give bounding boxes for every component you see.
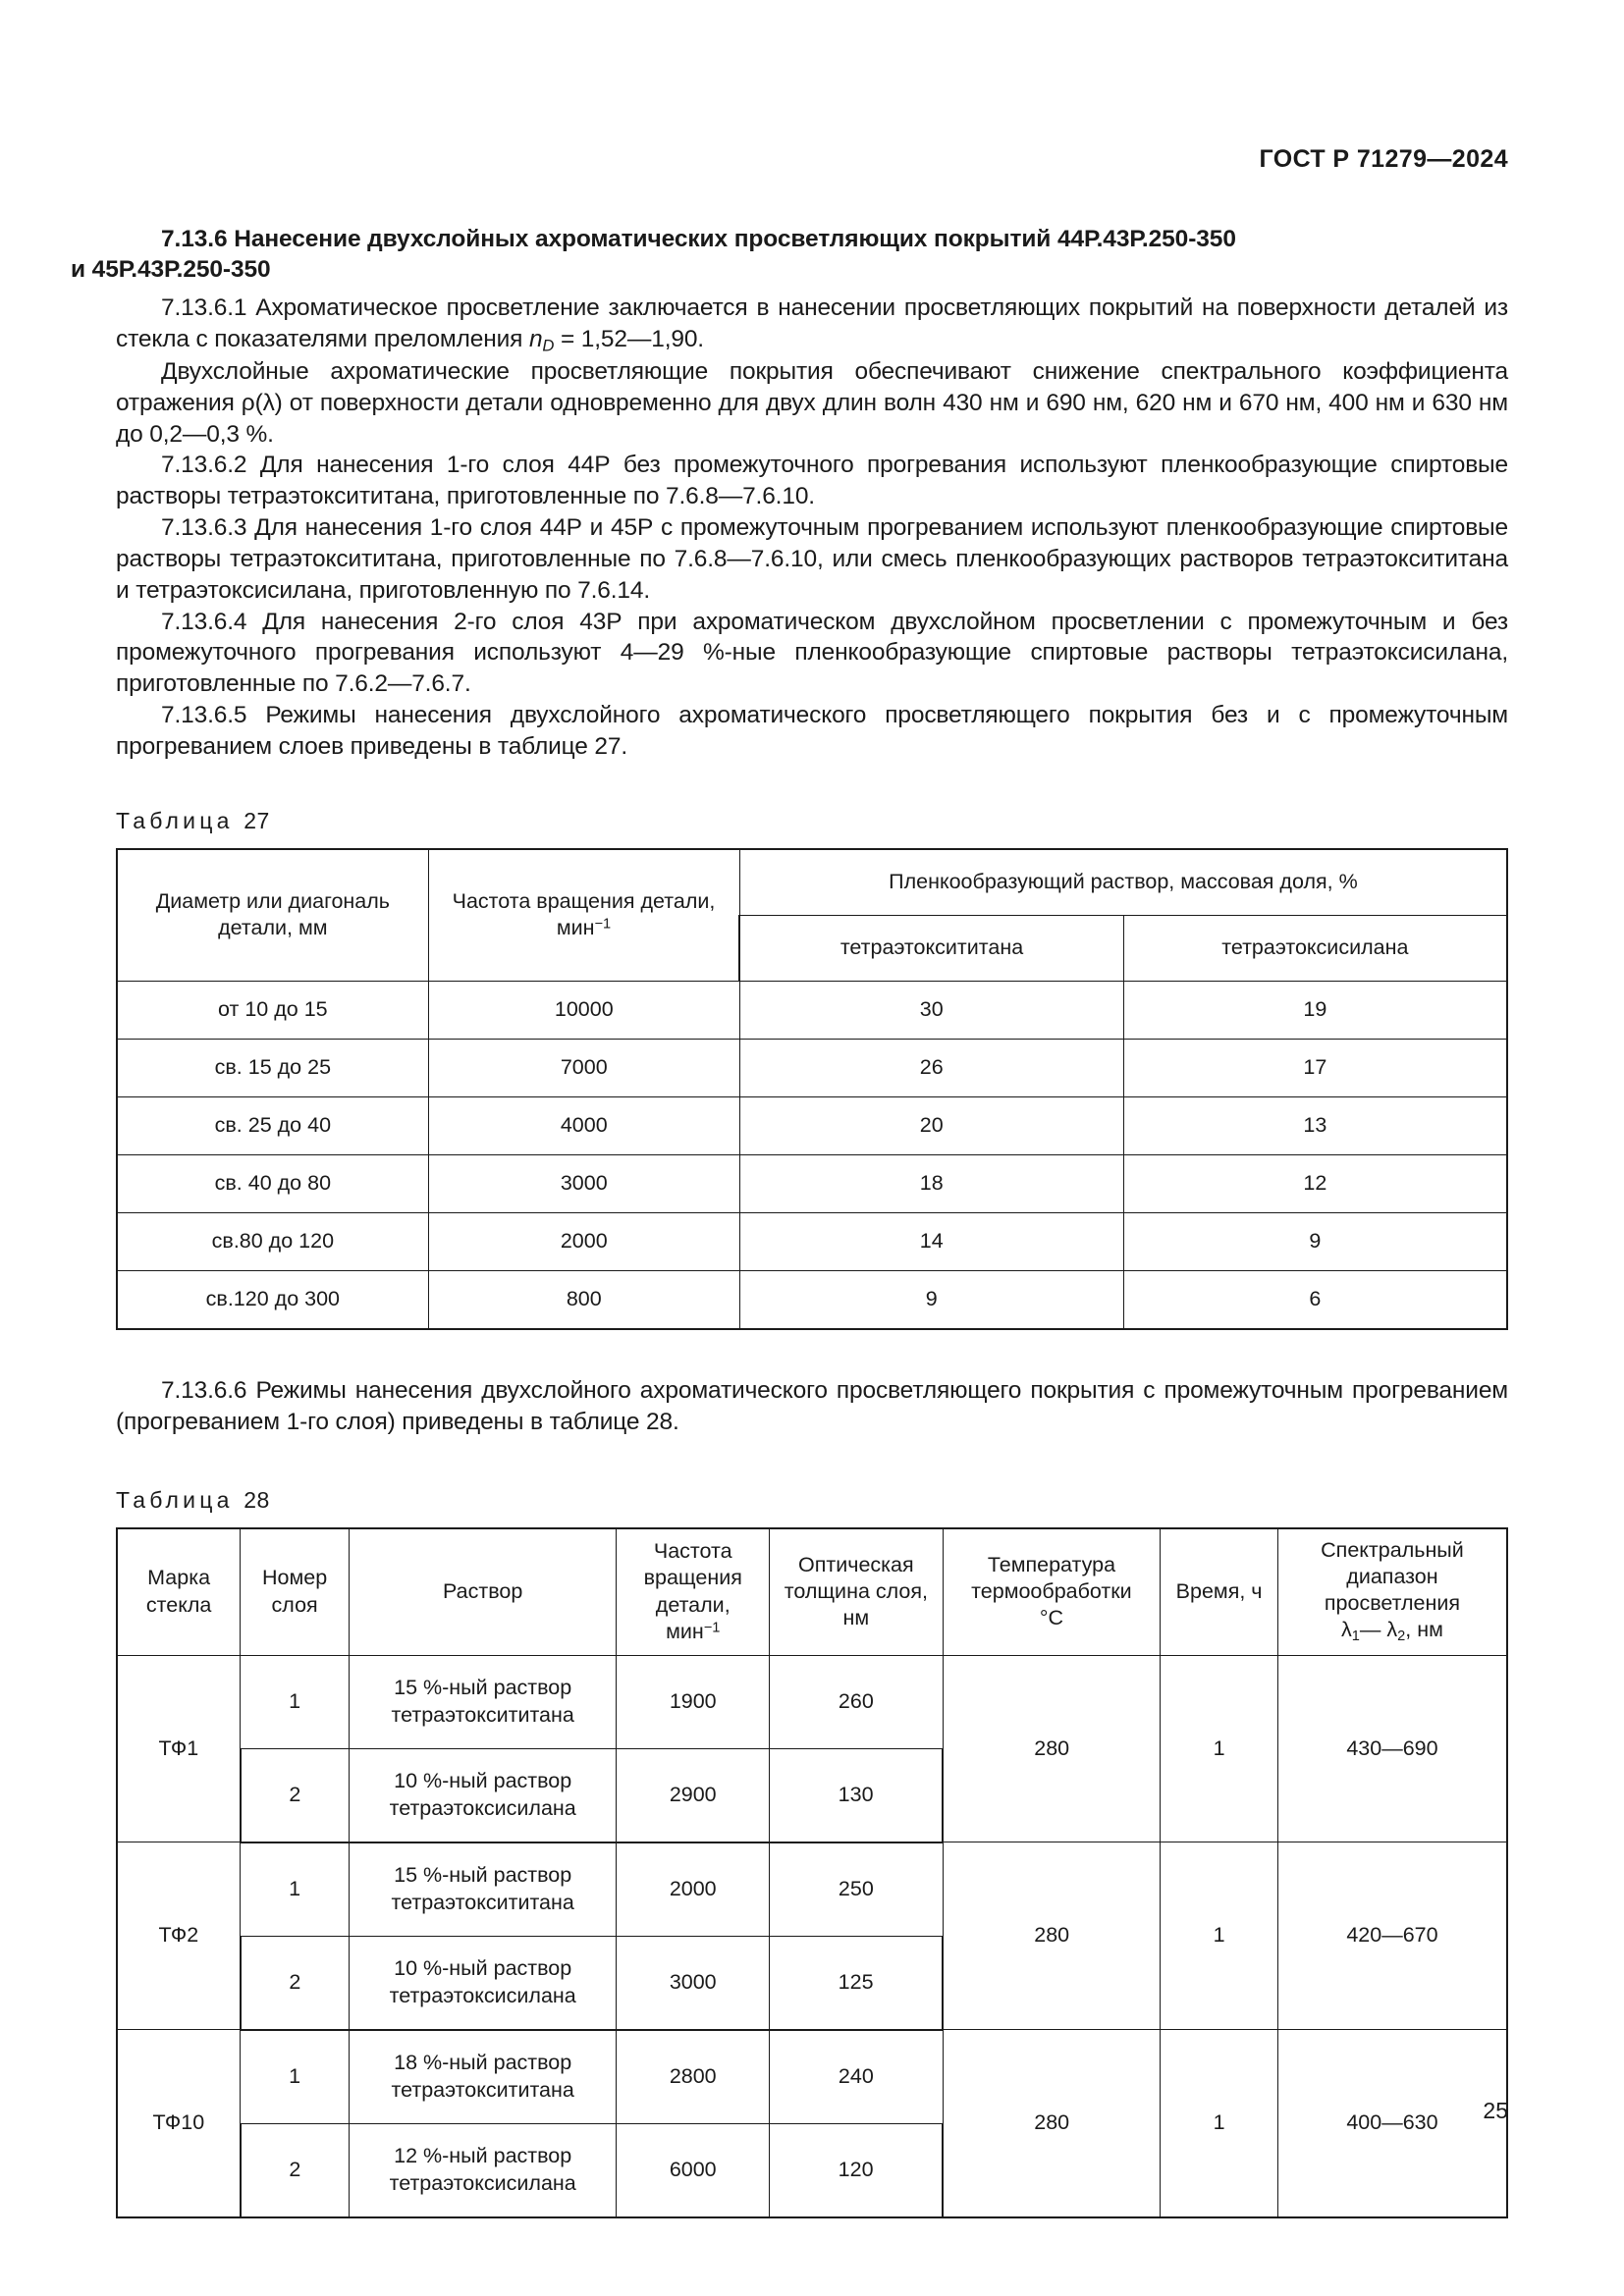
table-28-cell-thickness: 120 <box>770 2123 944 2217</box>
table-28-cell-rpm: 2900 <box>617 1748 770 1842</box>
table-27-cell-silan: 19 <box>1123 981 1507 1039</box>
table-27-header-rpm <box>428 849 739 982</box>
table-28-cell-thickness: 250 <box>770 1842 944 1937</box>
table-28-header-spectral-range <box>1277 1528 1507 1656</box>
table-27-header-diameter: Диаметр или диагональ детали, мм <box>117 849 428 982</box>
table-28-header-thickness: Оптическая толщина слоя, нм <box>770 1528 944 1656</box>
table-28-cell-temperature: 280 <box>943 1842 1161 2030</box>
table-28-caption-number: 28 <box>244 1486 270 1513</box>
table-28-cell-time: 1 <box>1161 1655 1278 1842</box>
table-27-header-row-1 <box>117 849 1507 916</box>
table-27-cell-titan: 30 <box>739 981 1123 1039</box>
table-28-cell-spectral-range: 430—690 <box>1277 1655 1507 1842</box>
table-28-cell-rpm: 2800 <box>617 2030 770 2124</box>
table-row <box>117 2030 1507 2124</box>
table-row <box>117 981 1507 1039</box>
refractive-index-symbol: n <box>528 325 543 352</box>
table-27-header-group-solution: Пленкообразующий раствор, массовая доля, % <box>739 849 1507 916</box>
refractive-index-range: = 1,52—1,90. <box>554 325 704 352</box>
table-28-header-brand: Марка стекла <box>117 1528 241 1656</box>
table-28-cell-solution: 15 %-ный раствор тетраэтоксититана <box>349 1655 616 1748</box>
table-27-header-rpm-exponent: −1 <box>594 916 612 933</box>
table-28-header-spectral-unit: , нм <box>1405 1618 1443 1642</box>
table-28-cell-thickness: 240 <box>770 2030 944 2124</box>
table-27-cell-diameter: св. 15 до 25 <box>117 1039 428 1096</box>
table-27-cell-diameter: св. 25 до 40 <box>117 1096 428 1154</box>
table-28-header-rpm-unit: мин <box>666 1619 704 1643</box>
table-28-cell-thickness: 260 <box>770 1655 944 1748</box>
table-28-cell-brand: ТФ1 <box>117 1655 241 1842</box>
table-28-cell-layer-number: 2 <box>241 1748 350 1842</box>
table-27-caption <box>116 808 1508 834</box>
table-row <box>117 1270 1507 1329</box>
section-heading <box>71 224 1508 286</box>
table-27-caption-number: 27 <box>244 807 270 833</box>
table-28-cell-solution: 10 %-ный раствор тетраэтоксисилана <box>349 1936 616 2030</box>
table-27-header-tetraethoxytitanium: тетраэтоксититана <box>739 915 1123 981</box>
table-27-cell-silan: 17 <box>1123 1039 1507 1096</box>
table-28-cell-layer-number: 2 <box>241 1936 350 2030</box>
table-28 <box>116 1527 1508 2218</box>
paragraph-7-13-6-6: 7.13.6.6 Режимы нанесения двухслойного ахроматического просветляющего покрытия с промежуточным прогреванием (прогреванием 1-го слоя) приведены в таблице 28. <box>116 1376 1508 1435</box>
table-row <box>117 1039 1507 1096</box>
table-28-cell-rpm: 3000 <box>617 1936 770 2030</box>
table-28-cell-rpm: 2000 <box>617 1842 770 1937</box>
table-28-cell-solution: 18 %-ный раствор тетраэтоксититана <box>349 2030 616 2124</box>
table-28-cell-layer-number: 1 <box>241 1655 350 1748</box>
table-27-cell-diameter: от 10 до 15 <box>117 981 428 1039</box>
table-28-cell-layer-number: 1 <box>241 2030 350 2124</box>
table-28-header-layer-number: Номер слоя <box>241 1528 350 1656</box>
table-27 <box>116 848 1508 1330</box>
table-28-header-lambda2-sub: 2 <box>1397 1629 1406 1645</box>
table-row <box>117 1655 1507 1748</box>
table-27-cell-rpm: 800 <box>428 1270 739 1329</box>
table-27-cell-rpm: 2000 <box>428 1212 739 1270</box>
paragraph-7-13-6-2: 7.13.6.2 Для нанесения 1-го слоя 44Р без промежуточного прогревания используют пленкообразующие спиртовые растворы тетраэтоксититана, приготовленные по 7.6.8—7.6.10. <box>116 452 1508 510</box>
document-header-standard-id: ГОСТ Р 71279—2024 <box>1259 145 1508 173</box>
table-27-header-rpm-unit: мин <box>556 916 595 940</box>
paragraph-7-13-6-5: 7.13.6.5 Режимы нанесения двухслойного ахроматического просветляющего покрытия без и с промежуточным прогреванием слоев приведены в таблице 27. <box>116 702 1508 760</box>
table-28-cell-time: 1 <box>1161 2030 1278 2217</box>
table-28-cell-rpm: 6000 <box>617 2123 770 2217</box>
table-28-caption-word: Таблица <box>116 1486 234 1513</box>
table-28-header-rpm <box>617 1528 770 1656</box>
table-28-header-lambda1-sub: 1 <box>1351 1629 1360 1645</box>
refractive-index-subscript: D <box>542 336 555 355</box>
paragraph-7-13-6-1-text: 7.13.6.1 Ахроматическое просветление заключается в нанесении просветляющих покрытий на поверхности деталей из стекла с показателями преломления <box>116 294 1508 352</box>
table-28-caption <box>116 1487 1508 1514</box>
table-28-cell-solution: 15 %-ный раствор тетраэтоксититана <box>349 1842 616 1937</box>
table-27-cell-silan: 6 <box>1123 1270 1507 1329</box>
table-27-cell-titan: 26 <box>739 1039 1123 1096</box>
table-27-caption-word: Таблица <box>116 807 234 833</box>
table-28-header-spectral-dash: — <box>1359 1618 1381 1642</box>
page-number: 25 <box>1483 2098 1508 2123</box>
table-28-cell-thickness: 130 <box>770 1748 944 1842</box>
table-28-cell-spectral-range: 420—670 <box>1277 1842 1507 2030</box>
table-28-cell-thickness: 125 <box>770 1936 944 2030</box>
table-28-header-row <box>117 1528 1507 1656</box>
table-27-cell-diameter: св. 40 до 80 <box>117 1154 428 1212</box>
table-row <box>117 1154 1507 1212</box>
table-28-cell-time: 1 <box>1161 1842 1278 2030</box>
table-27-cell-silan: 9 <box>1123 1212 1507 1270</box>
page-content <box>71 224 1508 2218</box>
table-28-header-solution: Раствор <box>349 1528 616 1656</box>
table-27-cell-silan: 12 <box>1123 1154 1507 1212</box>
paragraph-two-layer-coatings-text-a: Двухслойные ахроматические просветляющие покрытия обеспечивают снижение спектрального коэффициента отражения <box>116 357 1508 416</box>
table-27-cell-diameter: св.80 до 120 <box>117 1212 428 1270</box>
paragraph-7-13-6-4: 7.13.6.4 Для нанесения 2-го слоя 43Р при ахроматическом двухслойном просветлении с промежуточным и без промежуточного прогревания используют 4—29 %-ные пленкообразующие спиртовые растворы тетраэтоксисилана, приготовленные по 7.6.2—7.6.7. <box>116 608 1508 698</box>
table-28-header-lambda1: λ <box>1341 1618 1352 1642</box>
table-28-header-rpm-text: Частота вращения детали, <box>643 1539 742 1617</box>
table-27-cell-titan: 18 <box>739 1154 1123 1212</box>
section-heading-line2: и 45Р.43Р.250-350 <box>71 256 271 284</box>
table-27-cell-titan: 9 <box>739 1270 1123 1329</box>
table-28-header-temperature-unit: °C <box>1039 1606 1063 1630</box>
table-28-cell-layer-number: 2 <box>241 2123 350 2217</box>
table-28-cell-brand: ТФ2 <box>117 1842 241 2030</box>
table-28-cell-temperature: 280 <box>943 2030 1161 2217</box>
table-27-header-tetraethoxysilane: тетраэтоксисилана <box>1123 915 1507 981</box>
table-28-header-temperature-text: Температура термообработки <box>971 1552 1132 1603</box>
table-row <box>117 1096 1507 1154</box>
table-27-cell-rpm: 4000 <box>428 1096 739 1154</box>
table-row <box>117 1212 1507 1270</box>
table-28-header-time: Время, ч <box>1161 1528 1278 1656</box>
table-28-cell-brand: ТФ10 <box>117 2030 241 2217</box>
table-27-cell-titan: 20 <box>739 1096 1123 1154</box>
section-heading-line1: 7.13.6 Нанесение двухслойных ахроматических просветляющих покрытий 44Р.43Р.250-350 <box>161 226 1236 252</box>
table-28-cell-temperature: 280 <box>943 1655 1161 1842</box>
table-27-cell-silan: 13 <box>1123 1096 1507 1154</box>
table-28-header-temperature <box>943 1528 1161 1656</box>
table-28-header-lambda2: λ <box>1386 1618 1398 1642</box>
table-28-header-rpm-exponent: −1 <box>703 1620 721 1636</box>
paragraph-two-layer-coatings <box>116 356 1508 451</box>
table-28-cell-solution: 10 %-ный раствор тетраэтоксисилана <box>349 1748 616 1842</box>
table-28-cell-spectral-range: 400—630 <box>1277 2030 1507 2217</box>
table-27-cell-diameter: св.120 до 300 <box>117 1270 428 1329</box>
table-27-header-rpm-text: Частота вращения детали, <box>452 889 716 914</box>
paragraph-two-layer-coatings-text-b: от поверхности детали одновременно для двух длин волн 430 нм и 690 нм, 620 нм и 670 нм, 400 нм и 630 нм до 0,2—0,3 %. <box>116 389 1508 448</box>
table-27-cell-rpm: 10000 <box>428 981 739 1039</box>
reflection-coefficient-symbol: ρ(λ) <box>241 389 283 416</box>
paragraph-7-13-6-1 <box>116 293 1508 356</box>
table-28-cell-layer-number: 1 <box>241 1842 350 1937</box>
table-27-cell-rpm: 3000 <box>428 1154 739 1212</box>
table-27-cell-rpm: 7000 <box>428 1039 739 1096</box>
table-27-cell-titan: 14 <box>739 1212 1123 1270</box>
paragraph-7-13-6-3: 7.13.6.3 Для нанесения 1-го слоя 44Р и 45Р с промежуточным прогреванием используют пленкообразующие спиртовые растворы тетраэтоксититана, приготовленные по 7.6.8—7.6.10, или смесь пленкообразующих растворов тетраэтоксититана и тетраэтоксисилана, приготовленную по 7.6.14. <box>116 514 1508 604</box>
table-28-header-spectral-text: Спектральный диапазон просветления <box>1321 1538 1464 1616</box>
table-row <box>117 1842 1507 1937</box>
table-28-cell-solution: 12 %-ный раствор тетраэтоксисилана <box>349 2123 616 2217</box>
table-28-cell-rpm: 1900 <box>617 1655 770 1748</box>
